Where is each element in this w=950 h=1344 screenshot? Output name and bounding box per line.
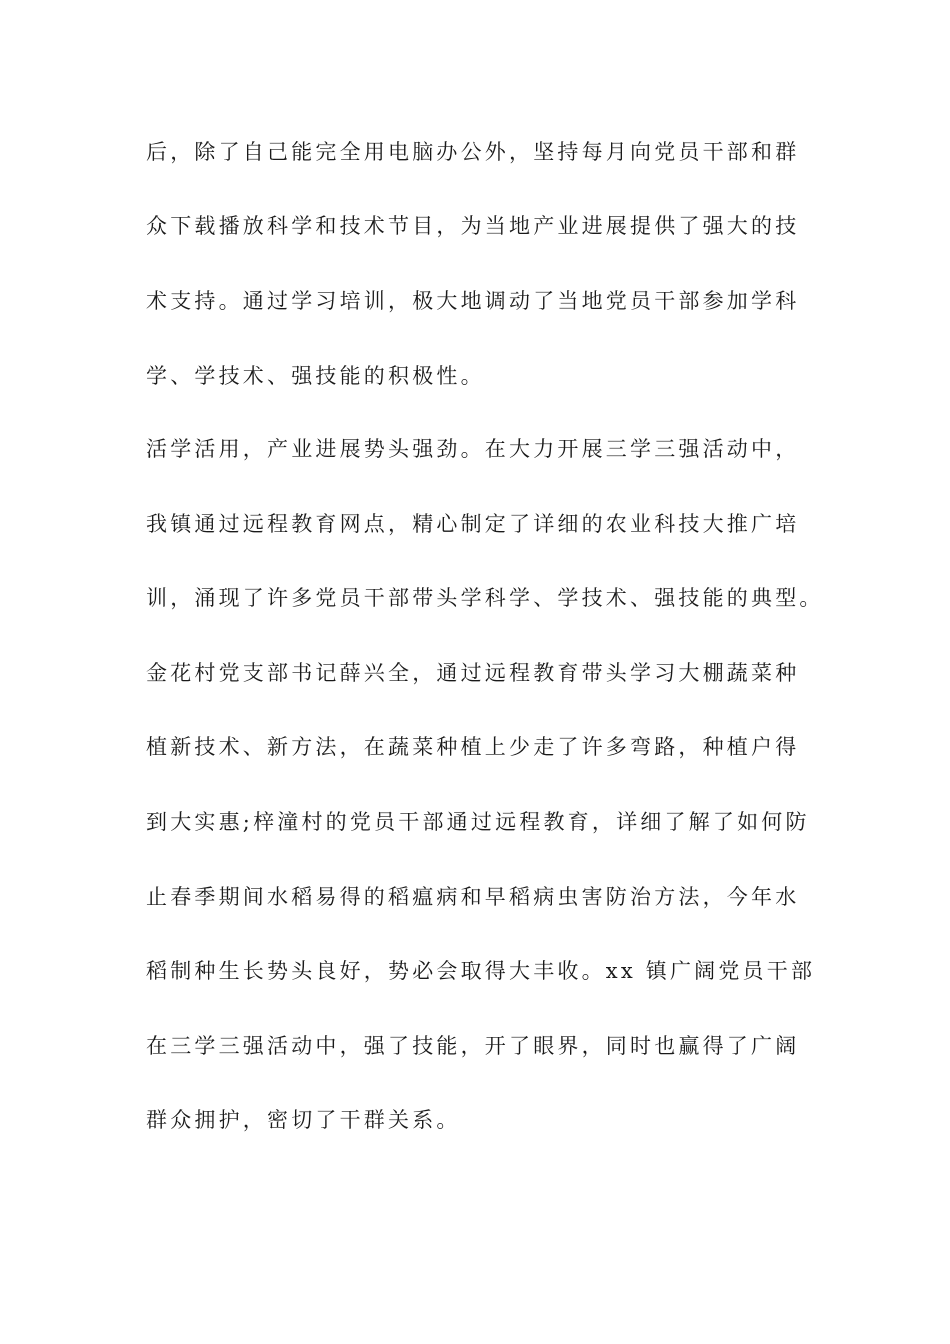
- text-line-8: 金花村党支部书记薛兴全，通过远程教育带头学习大棚蔬菜种: [146, 661, 800, 685]
- text-line-1: 后，除了自己能完全用电脑办公外，坚持每月向党员干部和群: [146, 140, 800, 164]
- text-line-4: 学、学技术、强技能的积极性。: [146, 364, 485, 388]
- text-line-13: 在三学三强活动中，强了技能，开了眼界，同时也赢得了广阔: [146, 1034, 800, 1058]
- text-line-2: 众下载播放科学和技术节目，为当地产业进展提供了强大的技: [146, 214, 800, 238]
- text-line-5: 活学活用，产业进展势头强劲。在大力开展三学三强活动中，: [146, 437, 800, 461]
- text-line-10: 到大实惠;梓潼村的党员干部通过远程教育，详细了解了如何防: [146, 810, 810, 834]
- text-line-9: 植新技术、新方法，在蔬菜种植上少走了许多弯路，种植户得: [146, 735, 800, 759]
- text-line-11: 止春季期间水稻易得的稻瘟病和早稻病虫害防治方法，今年水: [146, 885, 800, 909]
- text-line-7: 训，涌现了许多党员干部带头学科学、学技术、强技能的典型。: [146, 586, 824, 610]
- text-line-14: 群众拥护，密切了干群关系。: [146, 1108, 461, 1132]
- text-line-6: 我镇通过远程教育网点，精心制定了详细的农业科技大推广培: [146, 512, 800, 536]
- text-line-12: 稻制种生长势头良好，势必会取得大丰收。xx 镇广阔党员干部: [146, 959, 816, 983]
- text-line-3: 术支持。通过学习培训，极大地调动了当地党员干部参加学科: [146, 289, 800, 313]
